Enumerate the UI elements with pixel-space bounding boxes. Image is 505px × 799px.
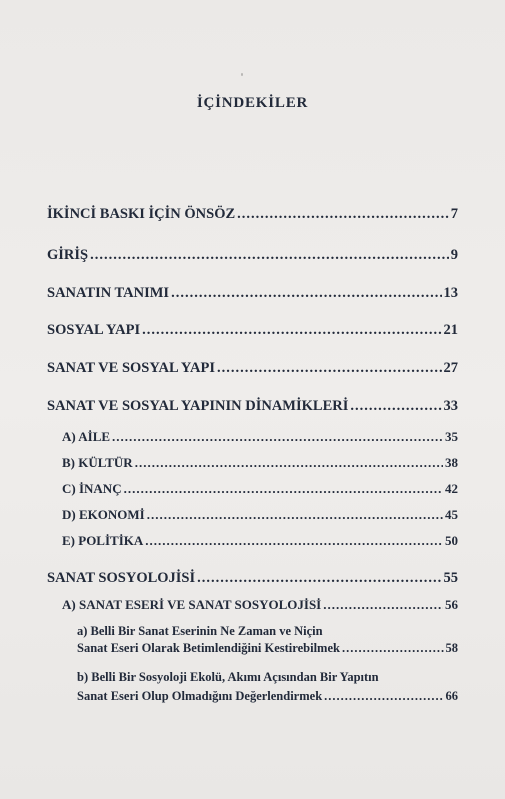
leader-dots: [145, 533, 443, 549]
toc-entry-page: 42: [445, 481, 458, 496]
leader-dots: [135, 455, 443, 471]
toc-subentry: [62, 533, 458, 549]
toc-subentry: [62, 597, 458, 613]
leader-dots: [350, 398, 441, 415]
toc-entry-page: 55: [443, 570, 458, 586]
toc-entry-label: SANAT VE SOSYAL YAPI: [47, 360, 216, 376]
toc-entry-page: 9: [450, 247, 458, 263]
leader-dots: [171, 285, 441, 302]
toc-entry-label: SANAT VE SOSYAL YAPININ DİNAMİKLERİ: [47, 398, 349, 414]
leader-dots: [112, 429, 443, 445]
leader-dots: [197, 570, 441, 587]
toc-subentry: [62, 429, 458, 445]
toc-entry-page: 35: [445, 429, 458, 444]
leader-dots: [90, 247, 449, 264]
toc-entry-label: C) İNANÇ: [62, 481, 122, 496]
leader-dots: [342, 641, 444, 656]
toc-entry-page: 13: [443, 285, 458, 301]
toc-entry-label: SANATIN TANIMI: [47, 285, 170, 301]
leader-dots: [217, 360, 441, 377]
toc-entry: [47, 570, 458, 587]
toc-entry-page: 58: [445, 641, 458, 655]
toc-entry-page: 38: [445, 455, 458, 470]
toc-subentry: [62, 507, 458, 523]
leader-dots: [142, 322, 441, 339]
toc-entry: [47, 285, 458, 302]
leader-dots: [124, 481, 443, 497]
toc-entry-label: Sanat Eseri Olup Olmadığını Değerlendirmek: [77, 689, 323, 703]
toc-subentry: [62, 481, 458, 497]
toc-entry: [47, 206, 458, 223]
toc-entry-label: A) AİLE: [62, 429, 111, 444]
toc-entry-label: E) POLİTİKA: [62, 533, 144, 548]
toc-entry-page: 27: [443, 360, 458, 376]
toc-entry-page: 56: [445, 597, 458, 612]
toc-entry-page: 21: [443, 322, 458, 338]
toc-subsubentry-line1: b) Belli Bir Sosyoloji Ekolü, Akımı Açısından Bir Yapıtın: [77, 670, 379, 684]
toc-entry-label: SANAT SOSYOLOJİSİ: [47, 570, 196, 586]
toc-entry: [47, 322, 458, 339]
leader-dots: [323, 597, 443, 613]
paper-speck: [241, 73, 243, 76]
toc-subsubentry: [77, 689, 458, 704]
toc-entry-label: D) EKONOMİ: [62, 507, 145, 522]
toc-entry-label: A) SANAT ESERİ VE SANAT SOSYOLOJİSİ: [62, 597, 322, 612]
toc-heading: İÇİNDEKİLER: [196, 95, 309, 111]
toc-entry-page: 45: [445, 507, 458, 522]
toc-entry: [47, 398, 458, 415]
toc-entry-label: Sanat Eseri Olarak Betimlendiğini Kestirebilmek: [77, 641, 340, 655]
leader-dots: [324, 689, 443, 704]
toc-entry-page: 50: [445, 533, 458, 548]
toc-subsubentry: [77, 641, 458, 656]
toc-entry-label: GİRİŞ: [47, 247, 89, 263]
toc-entry: [47, 247, 458, 264]
toc-entry-label: B) KÜLTÜR: [62, 455, 133, 470]
toc-entry: [47, 360, 458, 377]
leader-dots: [237, 206, 449, 223]
leader-dots: [147, 507, 443, 523]
toc-entry-page: 66: [445, 689, 458, 703]
toc-entry-label: İKİNCİ BASKI İÇİN ÖNSÖZ: [47, 206, 236, 222]
toc-entry-page: 7: [450, 206, 458, 222]
toc-entry-page: 33: [443, 398, 458, 414]
toc-entry-label: SOSYAL YAPI: [47, 322, 141, 338]
toc-subentry: [62, 455, 458, 471]
toc-subsubentry-line1: a) Belli Bir Sanat Eserinin Ne Zaman ve Niçin: [77, 624, 323, 638]
